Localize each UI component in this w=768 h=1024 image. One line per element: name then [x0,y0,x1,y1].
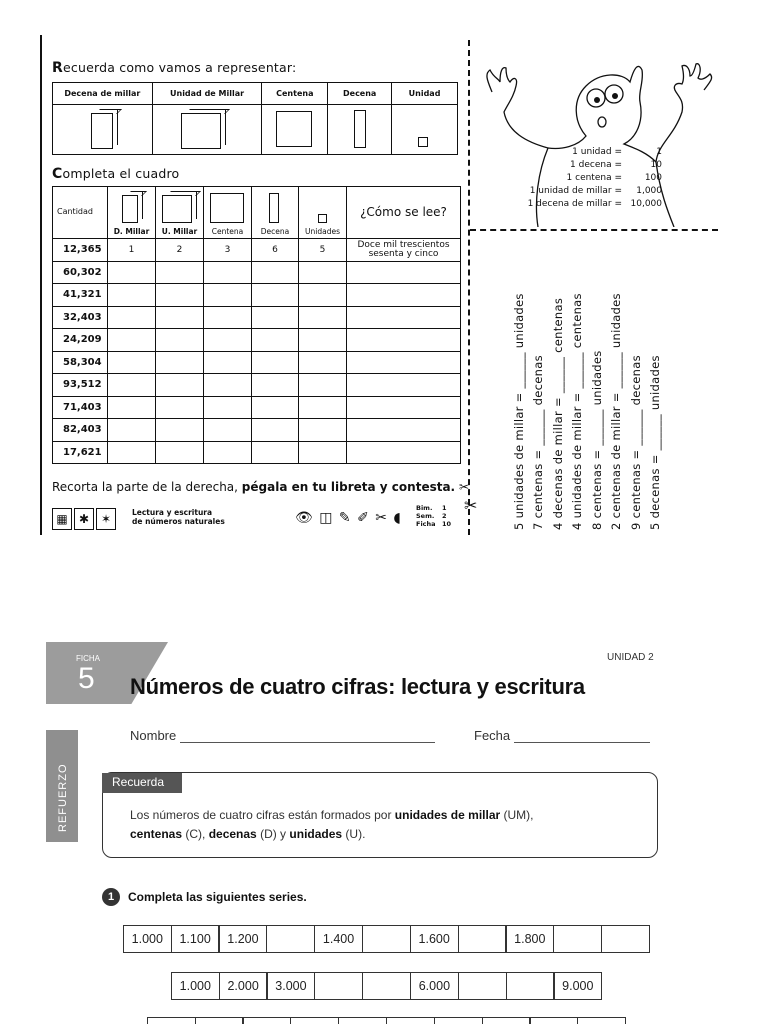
flat-square-icon [276,111,312,147]
tools-icons: 👁 ◫ ✎ ✐ ✂ ◖ [295,510,402,526]
cell-como-se-lee[interactable] [347,329,461,352]
cell-como-se-lee[interactable] [347,419,461,442]
cell-unidades[interactable] [299,441,347,464]
series-cell[interactable] [458,972,507,1000]
series-row-3 [148,1017,626,1024]
rep-cell-u [392,105,458,155]
unidad-label: UNIDAD 2 [607,652,654,663]
rep-cell-um [152,105,262,155]
rep-header-c: Centena [262,83,328,105]
footer-topic: Lectura y escritura de números naturales [132,508,225,526]
series-cell: 9.000 [553,972,602,1000]
series-cell: 3.000 [266,972,315,1000]
cell-decena[interactable] [252,329,299,352]
vertical-item: 2 centenas de millar = ______ unidades [609,293,623,530]
table-row [53,374,461,397]
rod-icon [354,110,366,148]
header-u-millar: U. Millar [156,187,204,239]
cell-centena[interactable] [204,374,252,397]
cell-unidades[interactable] [299,284,347,307]
cell-u-millar[interactable] [156,441,204,464]
refuerzo-tab: REFUERZO [46,730,78,842]
vertical-item: 9 centenas = ______ decenas [629,355,643,530]
equivalence-list [500,146,662,211]
rep-header-d: Decena [328,83,392,105]
series-cell: 2.000 [219,972,268,1000]
cell-d-millar[interactable] [108,351,156,374]
group-icon: ✶ [96,508,116,530]
unit-square-icon [418,137,428,147]
series-cell: 6.000 [410,972,459,1000]
flat-square-icon [210,193,244,223]
cell-unidades[interactable] [299,396,347,419]
table-row [53,419,461,442]
cell-unidades[interactable] [299,419,347,442]
header-cantidad: Cantidad [53,187,108,239]
cell-centena[interactable] [204,306,252,329]
person-icon: ✱ [74,508,94,530]
header-centena: Centena [204,187,252,239]
series-cell: 1.200 [218,925,267,953]
cell-decena[interactable] [252,419,299,442]
series-cell[interactable] [577,1017,626,1024]
cell-como-se-lee[interactable] [347,284,461,307]
series-cell[interactable] [506,972,555,1000]
vertical-item: 5 unidades de millar = ______ unidades [512,293,526,530]
cell-u-millar[interactable] [156,306,204,329]
cell-u-millar[interactable] [156,419,204,442]
series-cell[interactable] [290,1017,339,1024]
cell-unidades[interactable] [299,329,347,352]
series-cell[interactable] [362,925,411,953]
series-cell[interactable] [314,972,363,1000]
cell-como-se-lee[interactable] [347,351,461,374]
exercise-heading: 1 Completa las siguientes series. [102,888,307,906]
ficha-label: FICHA [76,654,100,663]
completa-heading: Completa el cuadro [52,166,180,182]
cell-cantidad: 12,365 [53,239,108,262]
cell-cantidad: 58,304 [53,351,108,374]
cell-d-millar[interactable] [108,261,156,284]
fecha-field[interactable]: Fecha [474,728,650,743]
series-cell: 1.000 [171,972,220,1000]
scissors-icon: ✂ [458,480,470,494]
series-cell[interactable] [386,1017,435,1024]
cell-como-se-lee[interactable] [347,374,461,397]
equivalence-row: 1 centena = 100 [566,173,662,183]
series-cell[interactable] [434,1017,483,1024]
equivalence-row: 1 unidad = 1 [572,147,662,157]
cell-decena[interactable] [252,306,299,329]
series-cell[interactable] [458,925,507,953]
cell-cantidad: 32,403 [53,306,108,329]
cell-centena[interactable] [204,351,252,374]
scissors-icon: ✂ [464,496,478,515]
equivalence-row: 1 unidad de millar = 1,000 [529,186,662,196]
cell-unidades[interactable] [299,306,347,329]
header-decena: Decena [252,187,299,239]
series-cell[interactable] [242,1017,291,1024]
cell-centena[interactable]: 3 [204,239,252,262]
cell-decena[interactable] [252,261,299,284]
footer-instruction: Recorta la parte de la derecha, pégala en tu libreta y contesta. ✂ [52,480,470,494]
cell-decena[interactable] [252,284,299,307]
series-cell[interactable] [362,972,411,1000]
vertical-item: 4 decenas de millar = ______ centenas [551,297,565,530]
cut-line-horizontal [470,229,718,231]
series-cell[interactable] [147,1017,196,1024]
ficha-number: 5 [78,662,95,695]
footer-meta: Bim. 1 Sem. 2 Ficha 10 [416,504,452,528]
equivalence-row: 1 decena de millar = 10,000 [527,199,662,209]
table-row [53,351,461,374]
cell-d-millar[interactable] [108,284,156,307]
cell-u-millar[interactable] [156,351,204,374]
header-unidades: Unidades [299,187,347,239]
cell-cantidad: 93,512 [53,374,108,397]
cell-decena[interactable] [252,441,299,464]
series-cell: 1.400 [314,925,363,953]
cell-d-millar[interactable] [108,396,156,419]
cube-icon [181,113,221,149]
cell-unidades[interactable] [299,351,347,374]
cell-centena[interactable] [204,261,252,284]
cell-cantidad: 41,321 [53,284,108,307]
cell-u-millar[interactable] [156,261,204,284]
margin-rule [40,35,42,535]
table-row [53,329,461,352]
cut-line-vertical [468,40,470,535]
header-d-millar: D. Millar [108,187,156,239]
cell-cantidad: 60,302 [53,261,108,284]
cell-d-millar[interactable] [108,441,156,464]
table-row [53,306,461,329]
cell-unidades[interactable] [299,261,347,284]
vertical-item: 5 decenas = ______ unidades [648,355,662,530]
exercise-number: 1 [102,888,120,906]
nombre-field[interactable]: Nombre [130,728,435,743]
cell-cantidad: 24,209 [53,329,108,352]
cell-cantidad: 71,403 [53,396,108,419]
page-title: Números de cuatro cifras: lectura y escritura [130,674,585,699]
series-cell[interactable] [266,925,315,953]
series-cell: 1.800 [505,925,554,953]
table-row [53,284,461,307]
cell-decena[interactable] [252,374,299,397]
series-cell[interactable] [195,1017,244,1024]
series-cell: 1.100 [171,925,220,953]
series-row-2 [172,972,602,1000]
cell-como-se-lee[interactable] [347,441,461,464]
rep-header-u: Unidad [392,83,458,105]
cell-unidades[interactable] [299,374,347,397]
cell-decena[interactable]: 6 [252,239,299,262]
header-como-se-lee: ¿Cómo se lee? [347,187,461,239]
cell-como-se-lee[interactable]: Doce mil trescientos sesenta y cinco [347,239,461,262]
cell-unidades[interactable]: 5 [299,239,347,262]
rep-cell-dm [53,105,153,155]
series-cell[interactable] [338,1017,387,1024]
vertical-item: 8 centenas = ______ unidades [590,350,604,530]
cell-d-millar[interactable] [108,306,156,329]
recuerda-tag: Recuerda [102,773,182,793]
rep-cell-d [328,105,392,155]
cell-decena[interactable] [252,351,299,374]
cell-u-millar[interactable] [156,396,204,419]
cell-u-millar[interactable] [156,284,204,307]
representation-table [52,82,458,155]
unit-square-icon [318,214,327,223]
ficha-worksheet [0,630,768,1024]
cell-como-se-lee[interactable] [347,261,461,284]
vertical-item: 7 centenas = ______ decenas [531,355,545,530]
cell-u-millar[interactable] [156,329,204,352]
cell-como-se-lee[interactable] [347,396,461,419]
series-cell[interactable] [553,925,602,953]
cell-d-millar[interactable]: 1 [108,239,156,262]
completa-grid [52,186,461,464]
table-row [53,396,461,419]
cell-u-millar[interactable]: 2 [156,239,204,262]
rod-icon [269,193,279,223]
table-row [53,441,461,464]
table-row [53,239,461,262]
cell-d-millar[interactable] [108,419,156,442]
series-cell: 1.000 [123,925,172,953]
cell-centena[interactable] [204,396,252,419]
rep-header-um: Unidad de Millar [152,83,262,105]
vertical-item: 4 unidades de millar = ______ centenas [570,293,584,530]
cube-icon [162,195,192,223]
cell-centena[interactable] [204,284,252,307]
tall-block-icon [91,113,113,149]
cell-centena[interactable] [204,419,252,442]
equivalence-row: 1 decena = 10 [570,160,662,170]
cell-centena[interactable] [204,329,252,352]
cell-d-millar[interactable] [108,329,156,352]
cell-u-millar[interactable] [156,374,204,397]
cell-centena[interactable] [204,441,252,464]
cell-d-millar[interactable] [108,374,156,397]
series-cell[interactable] [482,1017,531,1024]
series-row-1 [124,925,650,953]
cell-cantidad: 17,621 [53,441,108,464]
recuerda-heading: Recuerda como vamos a representar: [52,60,297,76]
rep-cell-c [262,105,328,155]
series-cell: 1.600 [410,925,459,953]
rep-header-dm: Decena de millar [53,83,153,105]
cell-cantidad: 82,403 [53,419,108,442]
book-icon: ▦ [52,508,72,530]
table-row [53,261,461,284]
tall-block-icon [122,195,138,223]
cell-como-se-lee[interactable] [347,306,461,329]
recuerda-text: Los números de cuatro cifras están formados por unidades de millar (UM), centenas (C), decenas (D) y unidades (U). [130,808,534,841]
series-cell[interactable] [601,925,650,953]
series-cell[interactable] [529,1017,578,1024]
cell-decena[interactable] [252,396,299,419]
footer-bar [52,496,478,534]
